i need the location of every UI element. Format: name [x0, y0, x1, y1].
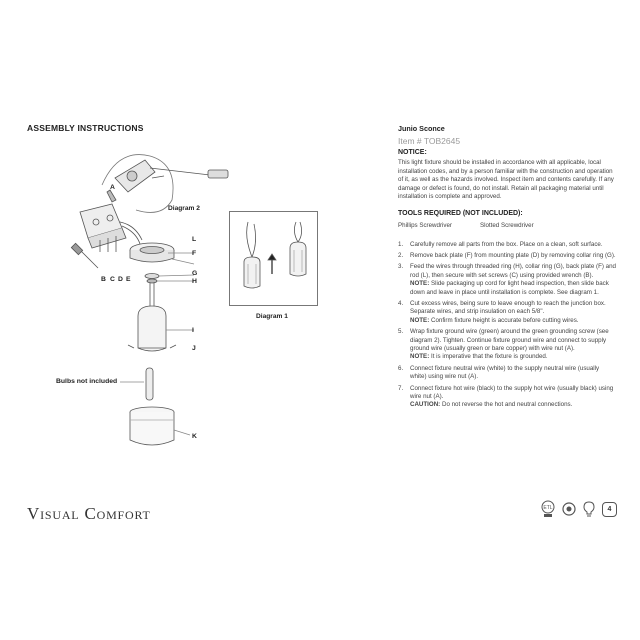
notice-text: This light fixture should be installed in accordance with all applicable, local installation codes, and by a person familiar with the construction and operation of it, as well as the hazards involved. Inspect item and contents carefully. If any damage or defect is found, do not install. Retain all packaging material until installation is complete and approved.	[398, 159, 614, 201]
brand-logo: Visual Comfort	[27, 504, 151, 523]
etl-listed-icon	[541, 500, 555, 518]
label-b: B	[101, 276, 106, 283]
exploded-assembly-drawing	[60, 140, 240, 450]
diagram1-box	[229, 211, 318, 306]
tools-list	[398, 222, 616, 231]
certification-badges	[541, 500, 617, 518]
label-d: D	[118, 276, 123, 283]
item-number: Item # TOB2645	[398, 136, 461, 146]
label-l: L	[192, 236, 197, 243]
tools-heading: TOOLS REQUIRED (NOT INCLUDED):	[398, 209, 523, 217]
label-i: I	[192, 327, 194, 334]
step-5: 5. Wrap fixture ground wire (green) around the green grounding screw (see diagram 2). Tighten. Continue fixture ground wire and connect to supply ground wire (usually green or bare copper) with wire nut (A). NOTE: It is imperative that the fixture is grounded.	[398, 328, 609, 361]
bulb-count-badge: 4	[602, 502, 617, 517]
label-a: A	[110, 184, 115, 191]
label-e: E	[126, 276, 131, 283]
step-7: 7. Connect fixture hot wire (black) to the supply hot wire (usually black) using wire nut (A). CAUTION: Do not reverse the hot and neutral connections.	[398, 384, 614, 409]
tool-phillips: Phillips Screwdriver	[398, 221, 452, 229]
led-bulb-icon	[583, 501, 595, 517]
bulbs-not-included-label: Bulbs not included	[56, 378, 118, 385]
step-3: 3. Feed the wires through threaded ring (H), collar ring (G), back plate (F) and rod (L), then secure with set screws (C) using provided wrench (B). NOTE: Slide packaging up cord for light head inspection, then slide back down and leave in place until installation is complete. See diagram 1.	[398, 263, 616, 296]
damp-location-icon	[562, 502, 576, 516]
step-2: 2. Remove back plate (F) from mounting plate (D) by removing collar ring (G).	[398, 251, 616, 259]
tool-slotted: Slotted Screwdriver	[479, 221, 534, 229]
label-g: G	[192, 270, 198, 277]
diagram1-label: Diagram 1	[256, 313, 288, 320]
label-f: F	[192, 250, 197, 257]
product-name: Junio Sconce	[398, 124, 445, 133]
diagram2-label: Diagram 2	[168, 205, 200, 212]
step-4: 4. Cut excess wires, being sure to leave enough to reach the junction box. Separate wires, and strip insulation on each 5/8". NOTE: Confirm fixture height is accurate before cutting wires.	[398, 300, 606, 324]
step-6: 6. Connect fixture neutral wire (white) to the supply neutral wire (usually white) using wire nut (A).	[398, 364, 600, 381]
label-j: J	[192, 345, 196, 352]
assembly-heading: ASSEMBLY INSTRUCTIONS	[27, 123, 144, 133]
label-c: C	[110, 276, 115, 283]
svg-text:ETL: ETL	[543, 505, 553, 511]
label-h: H	[192, 278, 197, 285]
instructions-column	[398, 124, 616, 413]
label-k: K	[192, 433, 197, 440]
cord-packaging-drawing	[230, 212, 317, 305]
step-1: 1. Carefully remove all parts from the box. Place on a clean, soft surface.	[398, 240, 603, 248]
notice-heading: NOTICE:	[398, 149, 427, 156]
steps-list	[398, 241, 616, 410]
